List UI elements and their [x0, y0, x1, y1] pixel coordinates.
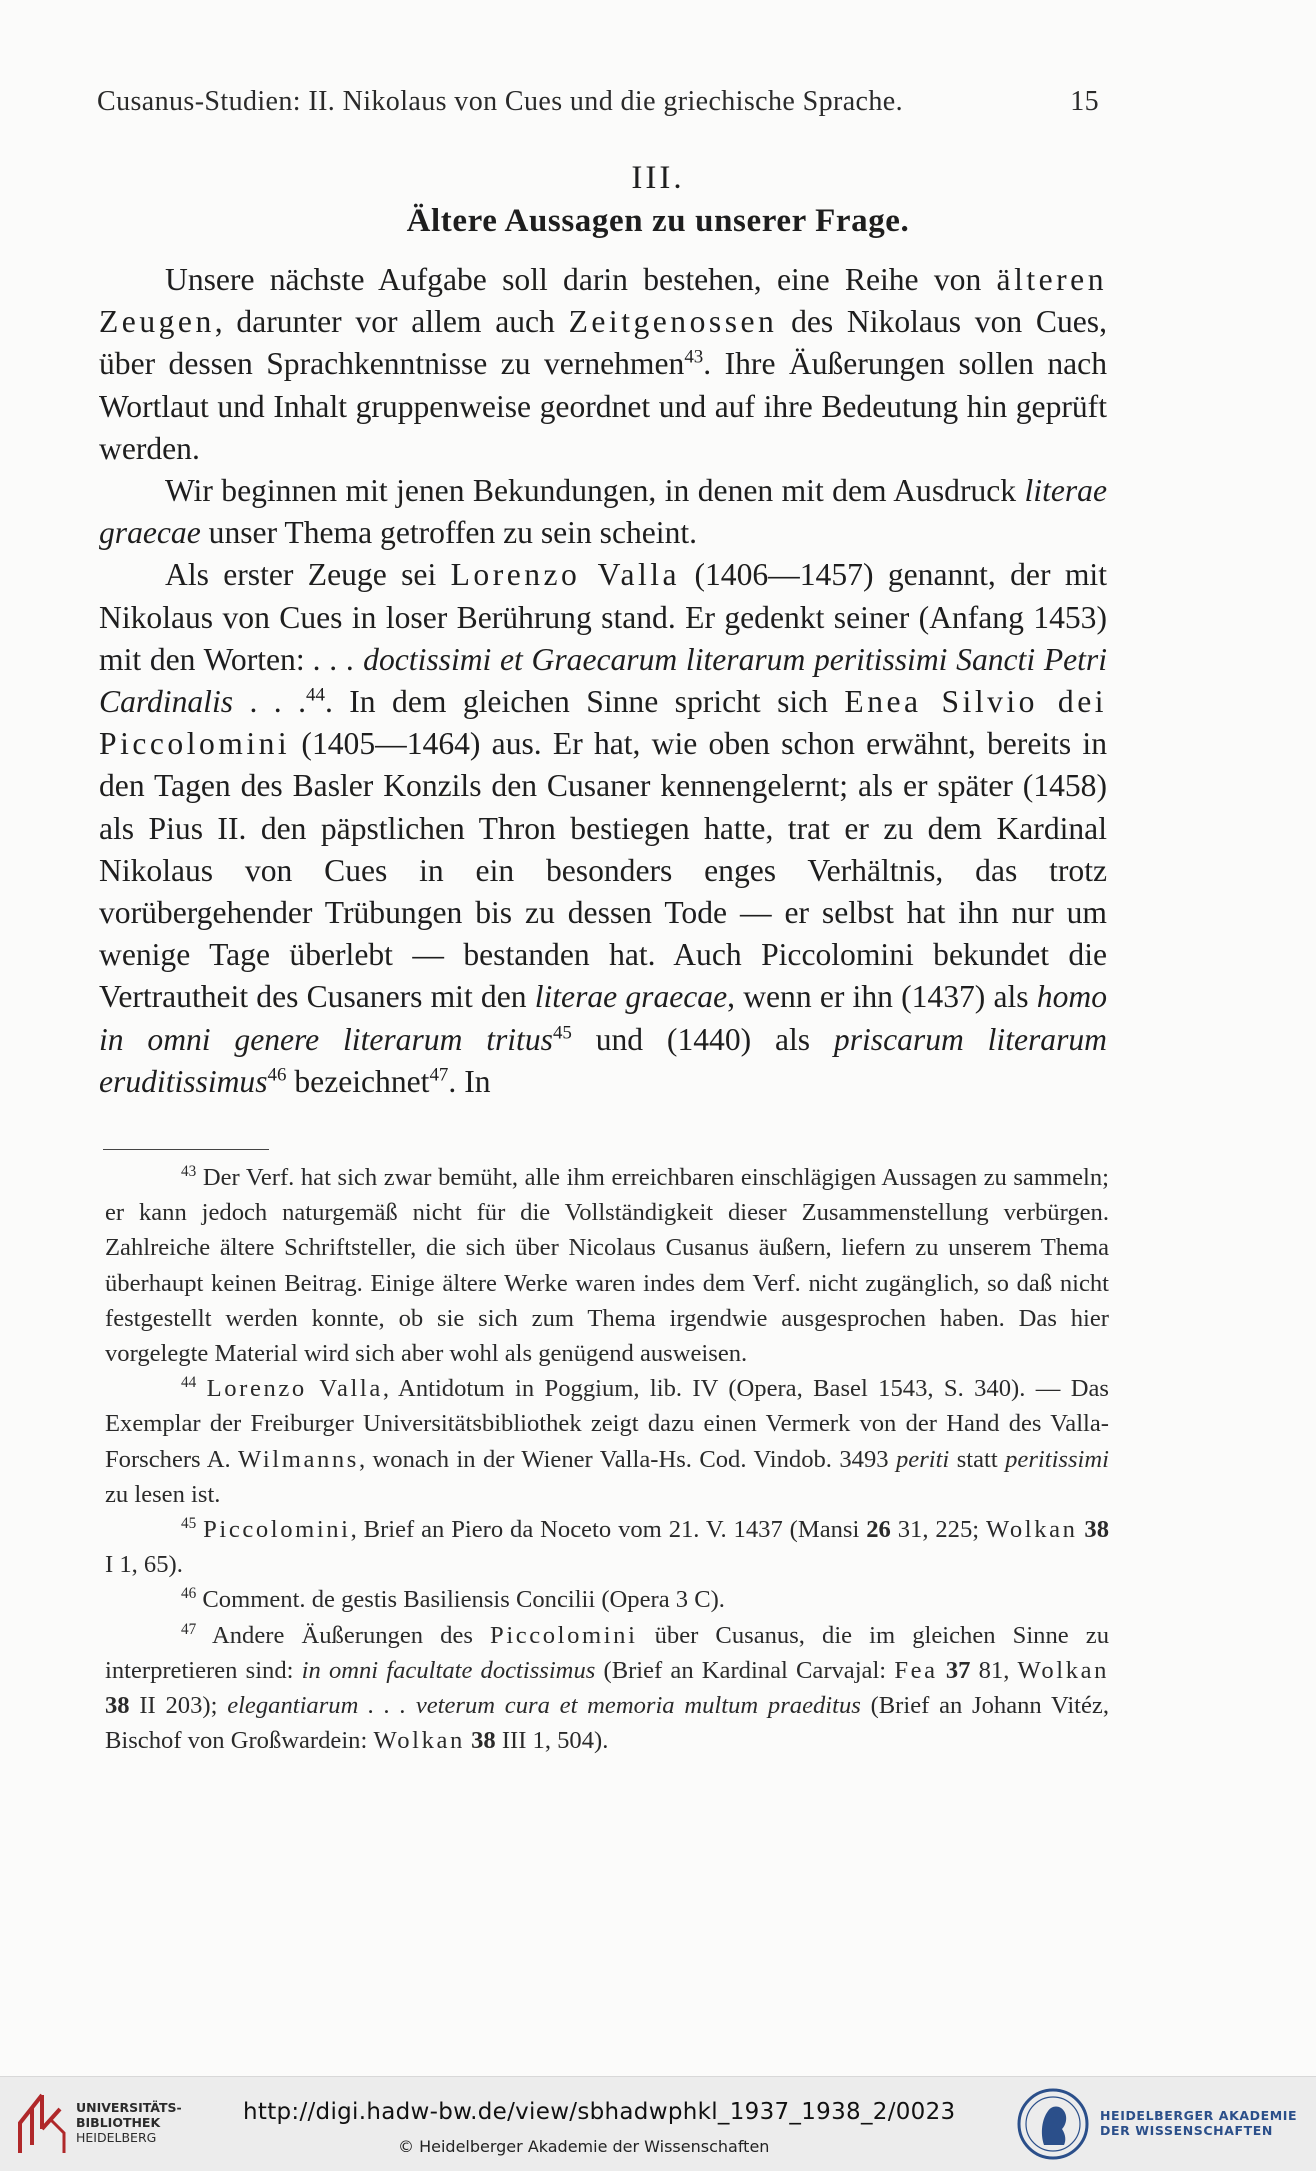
spaced-text: Wolkan: [986, 1516, 1078, 1544]
spaced-text: Wolkan: [1017, 1656, 1109, 1684]
text-run: . In: [448, 1063, 491, 1099]
italic-text: literae graecae: [534, 979, 728, 1015]
spaced-text: Piccolomini: [203, 1516, 351, 1544]
footnotes: [105, 1160, 1109, 1758]
text-run: , wonach in der Wiener Valla-Hs. Cod. Vindob. 3493: [358, 1445, 896, 1473]
body-text: [99, 259, 1107, 1103]
text-run: , wenn er ihn (1437) als: [727, 979, 1037, 1015]
text-run: , Antidotum in Poggium, lib. IV (Opera, Basel 1543, S. 340). — Das Exemplar der Freiburger Universitätsbibliothek zeigt dazu einen Vermerk von der Hand des Valla-Forschers A.: [105, 1375, 1109, 1473]
paragraph-1: [99, 259, 1107, 470]
bold-volume: 38: [1084, 1516, 1109, 1544]
spaced-text: Lorenzo Valla: [206, 1375, 383, 1403]
page-number: 15: [1070, 86, 1099, 117]
footnote-number: 47: [181, 1620, 197, 1638]
text-run: bezeichnet: [286, 1063, 430, 1099]
library-line: BIBLIOTHEK: [76, 2115, 161, 2130]
text-run: statt: [949, 1445, 1006, 1473]
spaced-text: Lorenzo Valla: [450, 557, 681, 593]
text-run: . Ihre Äußerungen sollen nach Wortlaut und Inhalt gruppenweise geordnet und auf ihre Bedeutung hin geprüft werden.: [99, 346, 1107, 466]
text-run: . . .: [233, 684, 306, 720]
text-run: . In dem gleichen Sinne spricht sich: [324, 684, 845, 720]
text-run: unser Thema getroffen zu sein scheint.: [200, 515, 698, 551]
italic-text: homo in omni genere literarum tritus: [99, 979, 1107, 1057]
footnote-ref: 47: [429, 1064, 449, 1086]
spaced-text: Wilmanns: [238, 1445, 359, 1473]
bold-volume: 38: [471, 1727, 496, 1755]
text-run: Als erster Zeuge sei: [165, 557, 451, 593]
text-run: Comment. de gestis Basiliensis Concilii (Opera 3 C).: [196, 1586, 725, 1614]
text-run: (Brief an Johann Vitéz, Bischof von Großwardein:: [105, 1692, 1109, 1755]
viewer-footer: [0, 2076, 1316, 2171]
text-run: 31, 225;: [890, 1516, 987, 1544]
italic-text: . . . doctissimi et Graecarum literarum peritissimi Sancti Petri Cardinalis: [99, 641, 1108, 720]
italic-text: in omni facultate doctissimus: [301, 1656, 596, 1684]
text-run: des Nikolaus von Cues, über dessen Sprachkenntnisse zu vernehmen: [99, 304, 1108, 382]
copyright-notice: © Heidelberger Akademie der Wissenschaften: [398, 2137, 770, 2156]
footnote-number: 45: [181, 1514, 197, 1532]
footnote-ref: 46: [267, 1064, 287, 1086]
library-line: UNIVERSITÄTS-: [76, 2100, 182, 2115]
academy-seal-icon[interactable]: [1014, 2085, 1092, 2163]
footnote-ref: 44: [306, 684, 325, 706]
footnote-number: 44: [181, 1374, 197, 1392]
library-logo-icon[interactable]: [12, 2089, 68, 2159]
permalink[interactable]: http://digi.hadw-bw.de/view/sbhadwphkl_1937_1938_2/0023: [243, 2099, 956, 2125]
text-run: Der Verf. hat sich zwar bemüht, alle ihm erreichbaren einschlägigen Aussagen zu sammeln; er kann jedoch naturgemäß nicht für die Vollständigkeit dieser Zusammenstellung verbürgen. Zahlreiche ältere Schriftsteller, die sich über Nicolaus Cusanus äußern, liefern zu unserem Thema überhaupt keinen Beitrag. Einige ältere Werke waren indes dem Verf. nicht zugänglich, so daß nicht festgestellt werden konnte, ob sie sich zum Thema irgendwie ausgesprochen haben. Das hier vorgelegte Material wird sich aber wohl als genügend ausweisen.: [105, 1164, 1109, 1368]
spaced-text: Zeitgenossen: [568, 304, 778, 340]
text-run: zu lesen ist.: [105, 1480, 221, 1508]
italic-text: periti: [895, 1445, 950, 1473]
text-run: III 1, 504).: [495, 1727, 609, 1755]
paragraph-2: [99, 470, 1107, 554]
library-line: HEIDELBERG: [76, 2130, 157, 2145]
text-run: Unsere nächste Aufgabe soll darin bestehen, eine Reihe von: [165, 262, 997, 297]
footnote-number: 43: [181, 1162, 197, 1180]
spaced-text: Wolkan: [373, 1727, 465, 1755]
italic-text: elegantiarum . . . veterum cura et memoria multum praeditus: [227, 1692, 861, 1720]
text-run: Andere Äußerungen des: [196, 1621, 491, 1649]
text-run: I 1, 65).: [105, 1551, 183, 1579]
footnote-47: [105, 1618, 1109, 1759]
footnote-ref: 43: [684, 346, 704, 368]
paragraph-3: [99, 554, 1107, 1103]
bold-volume: 37: [945, 1656, 971, 1684]
italic-text: priscarum literarum eruditissimus: [99, 1021, 1107, 1099]
text-run: (1406—1457) genannt, der mit Nikolaus von Cues in loser Berührung stand. Er gedenkt seiner (Anfang 1453) mit den Worten:: [99, 557, 1107, 677]
text-run: Wir beginnen mit jenen Bekundungen, in denen mit dem Ausdruck: [165, 473, 1025, 509]
footnote-46: [105, 1582, 1109, 1617]
footnote-number: 46: [181, 1585, 197, 1603]
spaced-text: Piccolomini: [490, 1621, 638, 1649]
text-run: über Cusanus, die im gleichen Sinne zu interpretieren sind:: [105, 1621, 1109, 1684]
text-run: , darunter vor allem auch: [214, 304, 569, 340]
text-run: und (1440) als: [571, 1021, 834, 1057]
spaced-text: älteren Zeugen: [99, 262, 1107, 340]
academy-name: [1100, 2108, 1297, 2138]
academy-line: HEIDELBERGER AKADEMIE: [1100, 2108, 1298, 2123]
footnote-45: [105, 1512, 1109, 1582]
library-name: [76, 2100, 182, 2145]
footnote-divider: [103, 1149, 269, 1150]
text-run: (Brief an Kardinal Carvajal:: [595, 1656, 895, 1684]
section-title: Ältere Aussagen zu unserer Frage.: [406, 203, 910, 239]
running-head: [97, 86, 1099, 118]
section-number: III.: [631, 160, 685, 196]
footnote-44: [105, 1371, 1109, 1512]
running-title: Cusanus-Studien: II. Nikolaus von Cues und die griechische Sprache.: [97, 86, 903, 117]
spaced-text: Fea: [894, 1656, 938, 1684]
bold-volume: 26: [866, 1516, 891, 1544]
text-run: (1405—1464) aus. Er hat, wie oben schon erwähnt, bereits in den Tagen des Basler Konzils den Cusaner kennengelernt; als er später (1458) als Pius II. den päpstlichen Thron bestiegen hatte, trat er zu dem Kardinal Nikolaus von Cues in ein besonders enges Verhältnis, das trotz vorübergehender Trübungen bis zu dessen Tode — er selbst hat ihn nur um wenige Tage überlebt — bestanden hat. Auch Piccolomini bekundet die Vertrautheit des Cusaners mit den: [99, 726, 1107, 1015]
footnote-ref: 45: [552, 1022, 572, 1044]
academy-line: DER WISSENSCHAFTEN: [1100, 2123, 1273, 2138]
italic-text: peritissimi: [1005, 1445, 1109, 1473]
spaced-text: Enea Silvio dei Piccolomini: [99, 684, 1107, 762]
footnote-43: [105, 1160, 1109, 1371]
italic-text: literae graecae: [99, 473, 1107, 551]
text-run: II 203);: [129, 1692, 228, 1720]
bold-volume: 38: [105, 1692, 130, 1720]
text-run: 81,: [970, 1656, 1018, 1684]
text-run: , Brief an Piero da Noceto vom 21. V. 1437 (Mansi: [350, 1516, 867, 1544]
